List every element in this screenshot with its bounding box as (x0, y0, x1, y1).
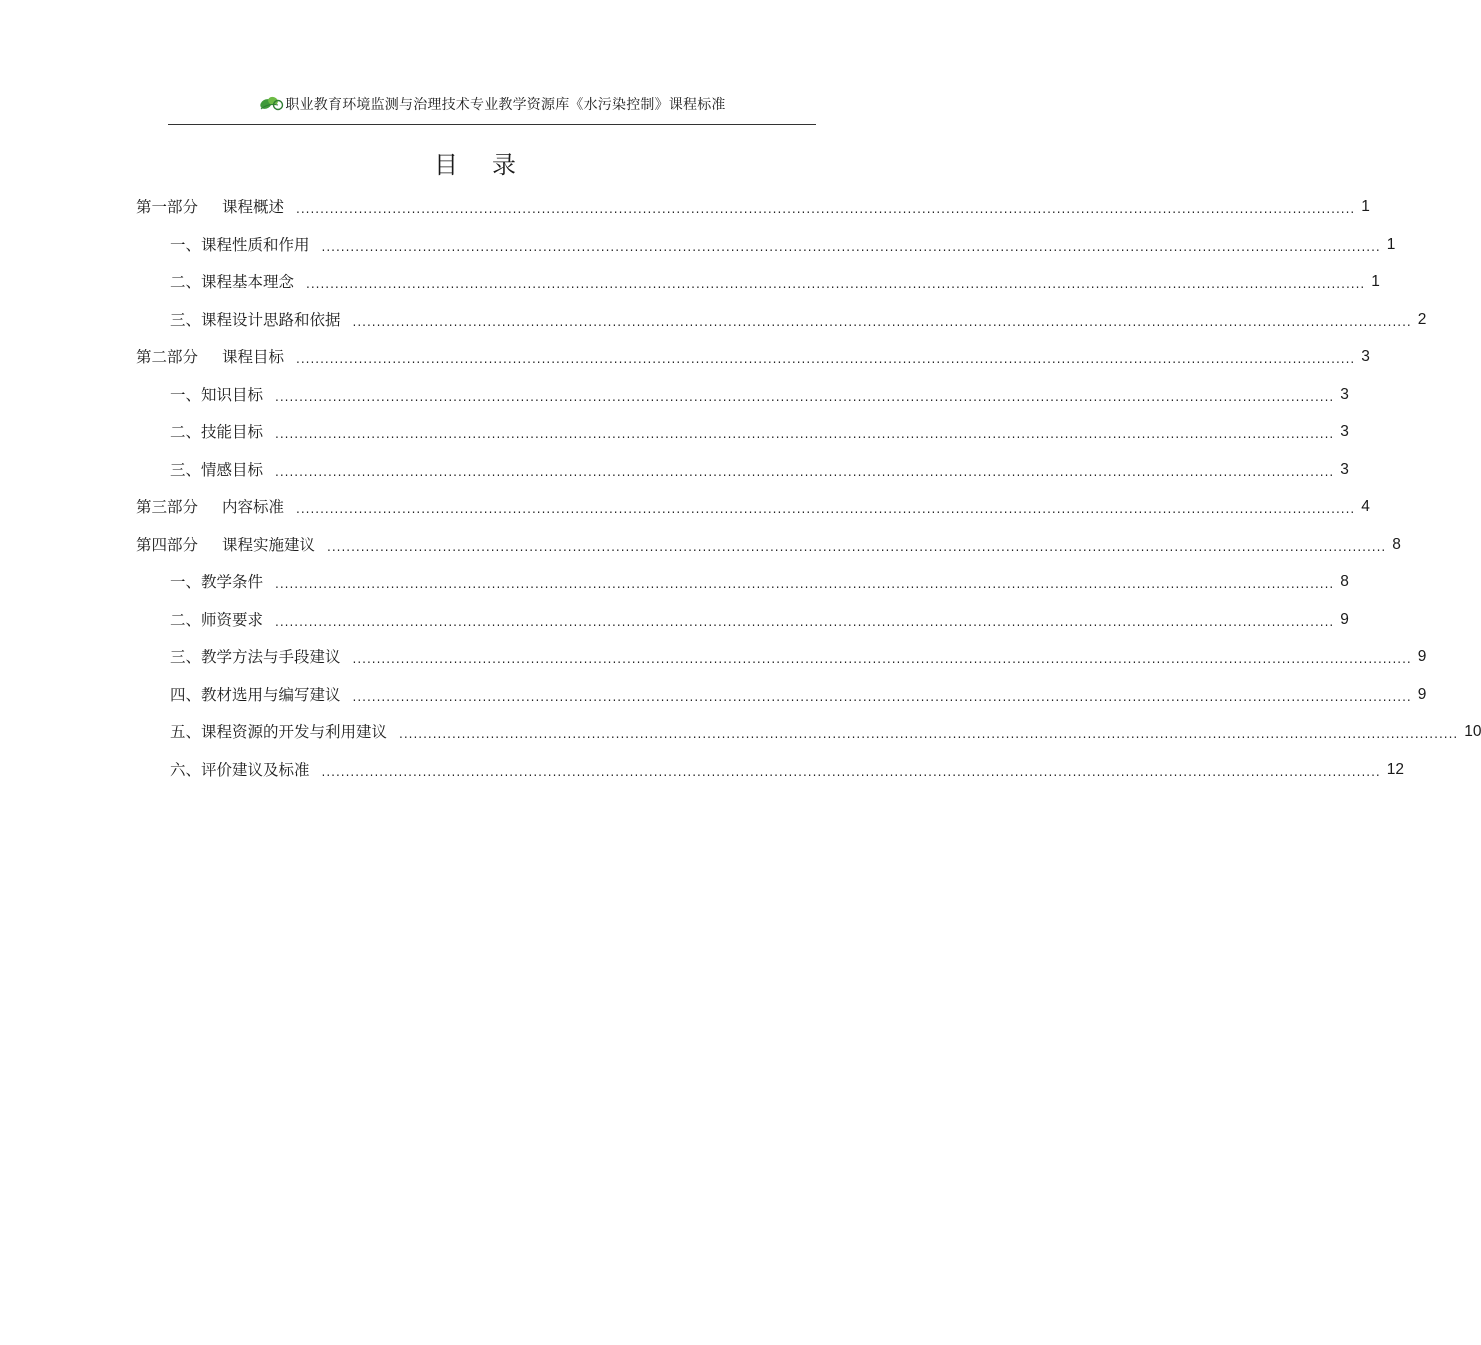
toc-dot-leader: ............................................................................................................................................................................................................................ (296, 202, 1356, 216)
toc-entry-title: 一、知识目标 (170, 386, 264, 404)
toc-entry-title: 六、评价建议及标准 (170, 761, 310, 779)
toc-dot-leader: ............................................................................................................................................................................................................................ (296, 502, 1356, 516)
toc-entry-label (136, 196, 284, 218)
toc-entry-label (170, 421, 263, 443)
toc-page-number: 4 (1361, 498, 1370, 515)
toc-part-number: 第一部分 (136, 198, 199, 216)
toc-entry-title: 四、教材选用与编写建议 (170, 686, 341, 704)
page-title-char-1: 目 (434, 151, 458, 179)
header-line (168, 94, 816, 114)
toc-entry-label (170, 609, 263, 631)
toc-page-number: 1 (1386, 236, 1396, 253)
toc-part-row[interactable] (136, 534, 1401, 556)
toc-section-row[interactable] (170, 571, 1349, 593)
toc-dot-leader: ............................................................................................................................................................................................................................ (321, 240, 1381, 254)
toc-dot-leader: ............................................................................................................................................................................................................................ (352, 652, 1412, 666)
toc-entry-title: 二、技能目标 (170, 423, 264, 441)
toc-entry-title: 二、课程基本理念 (170, 273, 295, 291)
toc-entry-title: 二、师资要求 (170, 611, 264, 629)
toc-part-number: 第三部分 (136, 498, 199, 516)
toc-entry-label (136, 496, 284, 518)
toc-dot-leader: ............................................................................................................................................................................................................................ (399, 727, 1459, 741)
toc-page-number: 12 (1386, 761, 1404, 778)
toc-section-row[interactable] (170, 759, 1404, 781)
toc-entry-label (170, 684, 341, 706)
header-text: 职业教育环境监测与治理技术专业教学资源库《水污染控制》课程标准 (285, 97, 726, 113)
toc-page-number: 1 (1371, 273, 1380, 290)
toc-entry-label (170, 459, 263, 481)
toc-section-row[interactable] (170, 234, 1396, 256)
toc-section-row[interactable] (170, 384, 1349, 406)
toc-page-number: 2 (1417, 311, 1427, 328)
toc-entry-label (170, 384, 263, 406)
page-header (168, 90, 816, 125)
page-title (0, 145, 950, 180)
toc-page-number: 1 (1361, 198, 1370, 215)
toc-part-row[interactable] (136, 196, 1370, 218)
toc-section-row[interactable] (170, 459, 1349, 481)
toc-entry-label (170, 571, 263, 593)
toc-section-row[interactable] (170, 646, 1427, 668)
toc-entry-label (170, 234, 310, 256)
toc-entry-label (170, 646, 341, 668)
toc-dot-leader: ............................................................................................................................................................................................................................ (327, 540, 1387, 554)
toc-page-number: 3 (1361, 348, 1370, 365)
toc-section-row[interactable] (170, 271, 1380, 293)
toc-dot-leader: ............................................................................................................................................................................................................................ (275, 465, 1335, 479)
toc-entry-title: 课程实施建议 (222, 536, 316, 554)
toc-entry-label (170, 309, 341, 331)
page-title-char-2: 录 (492, 151, 516, 179)
toc-dot-leader: ............................................................................................................................................................................................................................ (275, 615, 1335, 629)
toc-entry-title: 一、课程性质和作用 (170, 236, 310, 254)
toc-page-number: 9 (1417, 648, 1427, 665)
toc-dot-leader: ............................................................................................................................................................................................................................ (275, 390, 1335, 404)
toc-entry-title: 课程概述 (222, 198, 285, 216)
toc-page-number: 3 (1340, 386, 1349, 403)
toc-entry-title: 内容标准 (222, 498, 285, 516)
toc-page-number: 8 (1340, 573, 1349, 590)
toc-dot-leader: ............................................................................................................................................................................................................................ (321, 765, 1381, 779)
toc-section-row[interactable] (170, 721, 1481, 743)
toc-entry-title: 三、教学方法与手段建议 (170, 648, 341, 666)
toc-entry-title: 三、课程设计思路和依据 (170, 311, 341, 329)
toc-dot-leader: ............................................................................................................................................................................................................................ (352, 690, 1412, 704)
toc-entry-label (136, 346, 284, 368)
toc-entry-label (170, 759, 310, 781)
toc-entry-title: 五、课程资源的开发与利用建议 (170, 723, 388, 741)
toc-section-row[interactable] (170, 309, 1427, 331)
toc-page-number: 10 (1464, 723, 1481, 740)
toc-page-number: 3 (1340, 423, 1349, 440)
toc-page-number: 9 (1417, 686, 1427, 703)
green-leaf-logo-icon (258, 94, 284, 112)
toc-entry-label (170, 271, 294, 293)
toc-entry-label (136, 534, 315, 556)
toc-page-number: 9 (1340, 611, 1349, 628)
toc-dot-leader: ............................................................................................................................................................................................................................ (296, 352, 1356, 366)
toc-dot-leader: ............................................................................................................................................................................................................................ (352, 315, 1412, 329)
toc-entry-label (170, 721, 387, 743)
toc-dot-leader: ............................................................................................................................................................................................................................ (275, 577, 1335, 591)
toc-section-row[interactable] (170, 684, 1427, 706)
toc-entry-title: 一、教学条件 (170, 573, 264, 591)
toc-entry-title: 课程目标 (222, 348, 285, 366)
toc-dot-leader: ............................................................................................................................................................................................................................ (275, 427, 1335, 441)
toc-page-number: 3 (1340, 461, 1349, 478)
toc-dot-leader: ............................................................................................................................................................................................................................ (306, 277, 1366, 291)
toc-page-number: 8 (1392, 536, 1401, 553)
toc-part-number: 第四部分 (136, 536, 199, 554)
toc-part-number: 第二部分 (136, 348, 199, 366)
toc-section-row[interactable] (170, 609, 1349, 631)
toc-part-row[interactable] (136, 346, 1370, 368)
toc-entry-title: 三、情感目标 (170, 461, 264, 479)
toc-part-row[interactable] (136, 496, 1370, 518)
toc-section-row[interactable] (170, 421, 1349, 443)
